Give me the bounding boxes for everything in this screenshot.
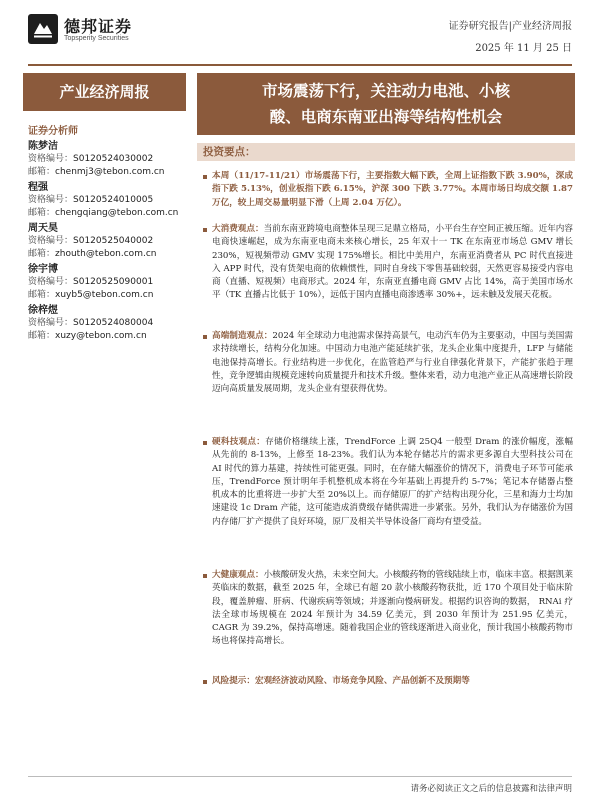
cert-number: S0120525090001 [73, 277, 154, 287]
bullet-marker-icon [203, 175, 207, 179]
bullet-highlight: 本周（11/17-11/21）市场震荡下行，主要指数大幅下跌，全周上证指数下跌 3.90%，深成指下跌 5.13%，创业板指下跌 6.15%，沪深 300 下跌 3.77%。本周市场日均成交额 1.87 万亿，较上周交易量明显下滑（上周 2.04 万亿）。 [212, 171, 573, 208]
bullet-keyword: 硬科技观点： [212, 437, 266, 447]
bullet-text: 当前东南亚跨境电商整体呈现三足鼎立格局，小平台生存空间正被压缩。近年内容电商快速崛起，成为东南亚电商未来核心增长，25 年双十一 TK 在东南亚市场总 GMV 增长 230%，短视频带动 GMV 实现 175%增长。相比中美用户，东南亚消费者从 PC 时代直接进入 APP 时代，没有货架电商的依赖惯性，同时自身线下零售基础较弱，天然更容易接受内容电商（直播、短视频）电商形式。2024 年，东南亚直播电商 GMV 占比 14%，高于美国市场水平（TK 直播占比低于 10%），远低于国内直播电商渗透率 30%+，远未触及发展天花板。 [212, 224, 573, 301]
footer-disclaimer: 请务必阅读正文之后的信息披露和法律声明 [410, 784, 572, 794]
title-line-1: 市场震荡下行，关注动力电池、小核 [261, 81, 510, 100]
cert-number: S0120524030002 [73, 154, 154, 164]
bullet-marker-icon [203, 680, 207, 684]
cert-label: 资格编号： [28, 277, 74, 287]
header-divider [28, 64, 572, 66]
bullet-text: 存储价格继续上涨，TrendForce 上调 25Q4 一般型 Dram 的涨价幅度，涨幅从先前的 8-13%，上修至 18-23%。我们认为本轮存储芯片的需求更多源自大型科技公司在 AI 时代的算力基建，持续性可能更强。同时，在存储大幅涨价的情况下，消费电子环节可能承压，TrendForce 预计明年手机整机成本将在今年基础上再提升约 5-7%；笔记本存储器占整机成本的比重将进一步扩大至 20%以上。而存储原厂的扩产结构出现分化，三星和海力士均加速建设 1c Dram 产能，这可能造成消费级存储供需进一步紧张。另外，我们认为存储涨价为国内存储厂扩产提供了良好环境，原厂及相关半导体设备厂商均有望受益。 [212, 437, 573, 527]
bullet-keyword: 大健康观点： [212, 570, 264, 580]
email-label: 邮箱： [28, 208, 56, 218]
email-label: 邮箱： [28, 331, 56, 341]
analyst-email[interactable]: xuzy@tebon.com.cn [55, 331, 147, 341]
logo-name-en: Topsperity Securities [64, 35, 129, 42]
bullet-market [203, 170, 573, 210]
analyst-card [28, 140, 188, 179]
analyst-name: 陈梦洁 [28, 141, 58, 152]
analyst-email[interactable]: chenmj3@tebon.com.cn [55, 167, 165, 177]
analyst-name: 徐宇博 [28, 264, 58, 275]
bullet-highlight: 宏观经济波动风险、市场竞争风险、产品创新不及预期等 [254, 676, 470, 686]
bullet-keyword: 大消费观点： [212, 224, 264, 234]
bullet-text: 小核酸研发火热，未来空间大。小核酸药物的管线陆续上市，临床丰富。根据凯莱英临床的数据，截至 2025 年，全球已有超 20 款小核酸药物获批，近 170 个项目处于临床阶段，覆盖肿瘤、肝病、代谢疾病等领域；并逐渐向慢病研发。根据约识咨询的数据， RNAi 疗法全球市场规模在 2024 年预计为 34.59 亿美元，到 2030 年预计为 251.95 亿美元，CAGR 为 39.2%，保持高增速。随着我国企业的管线逐渐进入商业化，预计我国小核酸药物市场也将保持高增长。 [212, 570, 573, 647]
report-title [197, 73, 575, 135]
report-type: 证券研究报告|产业经济周报 [448, 21, 572, 32]
bullet-keyword: 高端制造观点： [212, 331, 273, 341]
title-line-2: 酸、电商东南亚出海等结构性机会 [269, 107, 503, 126]
cert-label: 资格编号： [28, 195, 74, 205]
cert-number: S0120524010005 [73, 195, 154, 205]
report-header [0, 0, 600, 60]
bullet-manufacturing [203, 330, 573, 396]
analyst-list [28, 140, 188, 345]
analyst-card [28, 263, 188, 302]
cert-label: 资格编号： [28, 154, 74, 164]
analyst-email[interactable]: chengqiang@tebon.com.cn [55, 208, 179, 218]
bullet-text: 2024 年全球动力电池需求保持高景气，电动汽车仍为主要驱动，中国与美国需求持续增长，结构分化加速。中国动力电池产能延续扩张，龙头企业集中度提升，LFP 与储能电池保持高增长。行业结构进一步优化，在监管趋严与行业自律强化背景下，产能扩张趋于理性，竞争逻辑由规模竞速转向质量提升和技术升级。整体来看，动力电池产业正从高速增长阶段迈向高质量发展周期，龙头企业有望获得优势。 [212, 331, 573, 395]
email-label: 邮箱： [28, 167, 56, 177]
company-logo [28, 12, 178, 48]
cert-label: 资格编号： [28, 318, 74, 328]
bullet-risk [203, 675, 573, 688]
tebon-logo-icon [28, 14, 58, 44]
email-label: 邮箱： [28, 290, 56, 300]
analyst-name: 徐梓煜 [28, 305, 58, 316]
bullet-marker-icon [203, 335, 207, 339]
report-date: 2025 年 11 月 25 日 [475, 43, 572, 54]
bullet-hard-tech [203, 436, 573, 529]
header-meta [449, 16, 572, 60]
analyst-card [28, 181, 188, 220]
cert-number: S0120525040002 [73, 236, 154, 246]
analyst-email[interactable]: xuyb5@tebon.com.cn [55, 290, 154, 300]
logo-name-cn: 德邦证券 [64, 17, 133, 36]
analyst-card [28, 222, 188, 261]
analyst-name: 程强 [28, 182, 48, 193]
analyst-card [28, 304, 188, 343]
bullet-consumer [203, 223, 573, 303]
analyst-email[interactable]: zhouth@tebon.com.cn [55, 249, 157, 259]
bullet-marker-icon [203, 574, 207, 578]
bullet-healthcare [203, 569, 573, 649]
analyst-name: 周天昊 [28, 223, 58, 234]
bullet-keyword: 风险提示： [212, 676, 255, 686]
bullet-marker-icon [203, 441, 207, 445]
bullet-marker-icon [203, 228, 207, 232]
key-points-title: 投资要点： [203, 146, 256, 158]
cert-label: 资格编号： [28, 236, 74, 246]
analysts-heading: 证券分析师 [28, 126, 78, 137]
email-label: 邮箱： [28, 249, 56, 259]
cert-number: S0120524080004 [73, 318, 154, 328]
report-category-banner: 产业经济周报 [23, 73, 186, 111]
footer-divider [28, 776, 572, 777]
